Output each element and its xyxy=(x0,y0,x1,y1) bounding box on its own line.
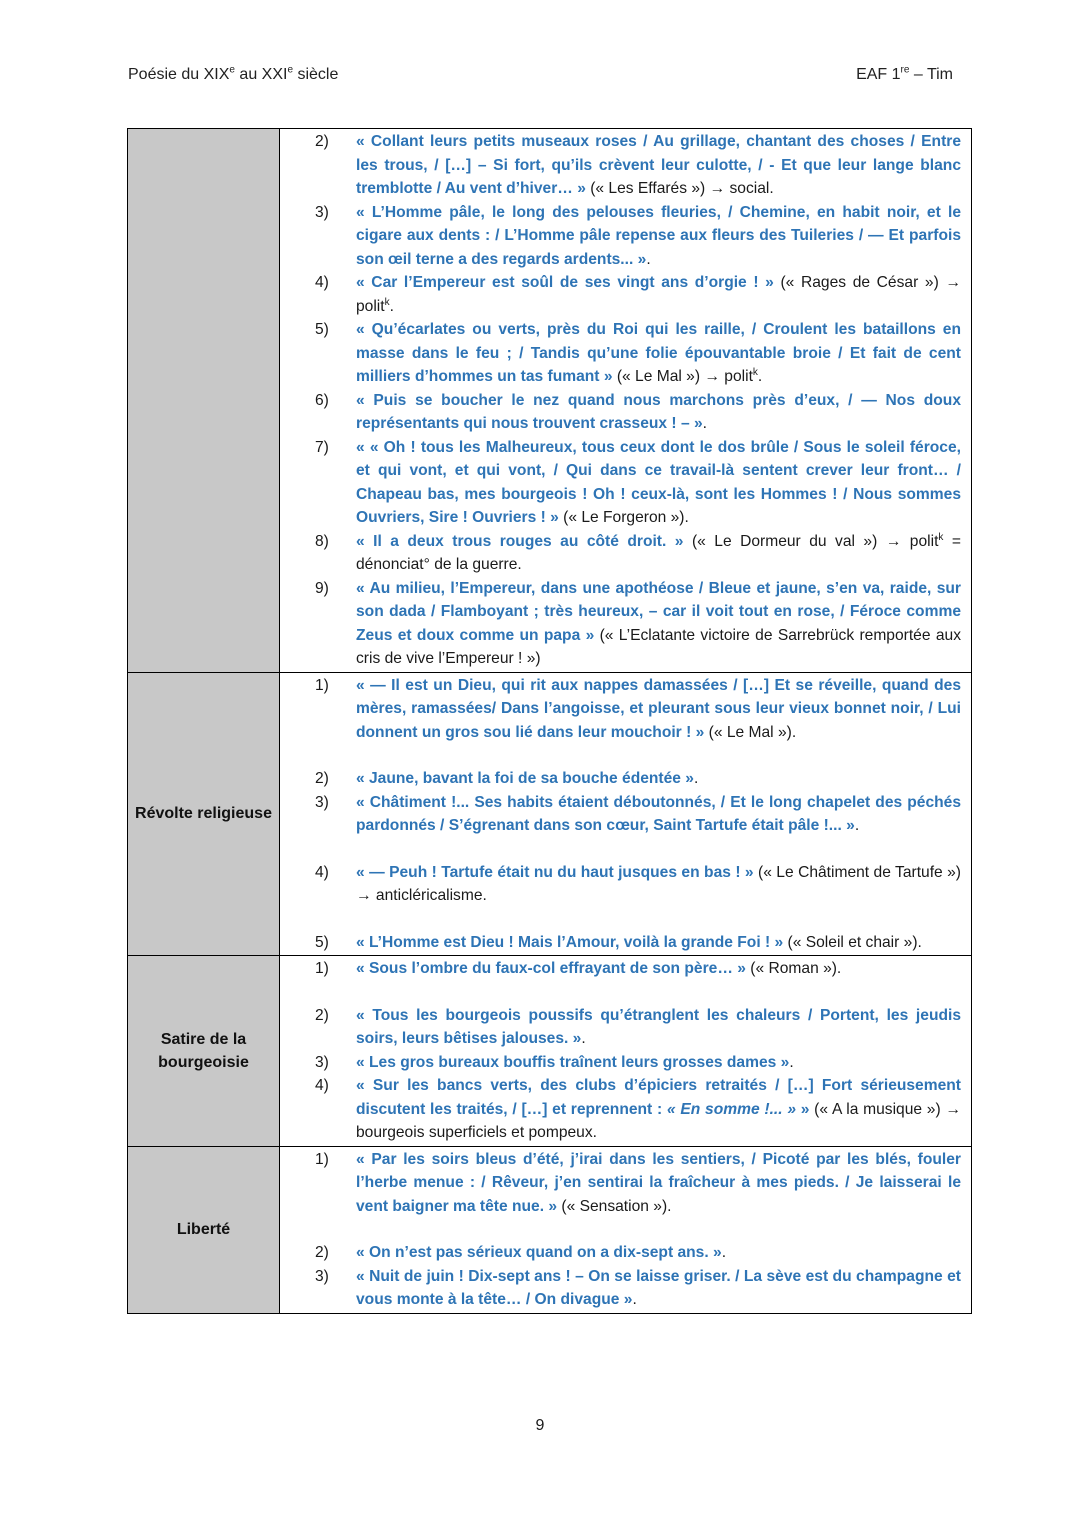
item-number: 9) xyxy=(315,579,329,597)
item-number: 3) xyxy=(315,1267,329,1285)
quote-text: « Au milieu, l’Empereur, dans une apothéose / Bleue et jaune, s’en va, raide, sur son dada / Flamboyant ; très heureux, – car il voit tout en rose, / Féroce comme Zeus et doux comme un papa » xyxy=(356,579,961,644)
item-number: 8) xyxy=(315,532,329,550)
superscript: k xyxy=(384,296,390,308)
item-text xyxy=(356,767,961,791)
item-number: 4) xyxy=(315,863,329,881)
list-item xyxy=(315,271,961,318)
quote-text: « Sur les bancs verts, des clubs d’épiciers retraités / […] Fort sérieusement discutent les traités, / […] et reprennent : xyxy=(356,1077,961,1118)
item-number: 3) xyxy=(315,1053,329,1071)
quote-text: « L’Homme pâle, le long des pelouses fleuries, / Chemine, en habit noir, et le cigare aux dents : / L’Homme pâle repense aux fleurs des Tuileries / — Et parfois son œil terne a des regards ardents... » xyxy=(356,203,961,268)
source-text: (« Rages de César ») → polit xyxy=(356,274,961,315)
list-item xyxy=(315,201,961,272)
item-text xyxy=(356,931,961,955)
source-text: . xyxy=(721,1244,727,1261)
row-content xyxy=(280,129,971,672)
item-text xyxy=(356,530,961,577)
item-text xyxy=(356,791,961,838)
item-number: 4) xyxy=(315,1077,329,1094)
quote-text: « Par les soirs bleus d’été, j’irai dans les sentiers, / Picoté par les blés, fouler l’herbe menue : / Rêveur, j’en sentirai la fraîcheur à mes pieds. / Je laisserai le vent baigner ma tête nue. » xyxy=(356,1150,961,1215)
row-title: Révolte religieuse xyxy=(128,673,280,956)
row-content xyxy=(280,956,971,1146)
item-text xyxy=(356,1051,961,1075)
source-text: . xyxy=(632,1291,637,1308)
list-item xyxy=(315,861,961,908)
item-text xyxy=(356,318,961,389)
item-text xyxy=(356,1241,961,1265)
header-left xyxy=(128,66,338,84)
list-item xyxy=(315,318,961,389)
row-title: Liberté xyxy=(128,1147,280,1313)
quote-text: « Châtiment !... Ses habits étaient déboutonnés, / Et le long chapelet des péchés pardonnés / S’égrenant dans son cœur, Saint Tartufe était pâle !... » xyxy=(356,793,961,834)
quote-text: « Sous l’ombre du faux-col effrayant de son père… » xyxy=(356,960,746,977)
list-item xyxy=(315,577,961,671)
quote-text: « Nuit de juin ! Dix-sept ans ! – On se laisse griser. / La sève est du champagne et vous monte à la tête… / On divague » xyxy=(356,1267,961,1308)
quote-text: « Car l’Empereur est soûl de ses vingt ans d’orgie ! » xyxy=(356,274,774,291)
table-row xyxy=(128,1146,971,1313)
item-text xyxy=(356,436,961,530)
superscript: k xyxy=(938,531,944,543)
source-text: . xyxy=(702,415,707,432)
list-item xyxy=(315,436,961,530)
item-number: 3) xyxy=(315,793,329,811)
superscript: k xyxy=(752,366,758,378)
source-text: (« Le Mal ») → polit xyxy=(612,368,753,385)
quote-text: « Puis se boucher le nez quand nous marchons près d’eux, / — Nos doux représentants qui nous trouvent crasseux ! – » xyxy=(356,391,961,432)
item-text xyxy=(356,577,961,671)
item-number: 5) xyxy=(315,321,329,338)
header-right xyxy=(856,66,953,84)
row-content xyxy=(280,673,971,956)
list-item xyxy=(315,1265,961,1312)
quote-text: « Les gros bureaux bouffis traînent leurs grosses dames » xyxy=(356,1053,790,1071)
item-number: 2) xyxy=(315,770,329,787)
list-item xyxy=(315,931,961,955)
quote-text: « Qu’écarlates ou verts, près du Roi qui les raille, / Croulent les bataillons en masse dans le feu ; / Tandis qu’une folie épouvantable broie / Et fait de cent milliers d’hommes un tas fumant » xyxy=(356,321,961,385)
header-left-sup2: e xyxy=(287,64,294,76)
row-content xyxy=(280,1147,971,1313)
list-item xyxy=(315,1051,961,1075)
source-text: . xyxy=(854,817,860,834)
source-text-end: = dénonciat° de la guerre. xyxy=(356,532,961,573)
source-text: (« Le Dormeur du val ») → polit xyxy=(683,532,939,550)
list-item xyxy=(315,1074,961,1145)
source-text: (« Soleil et chair »). xyxy=(783,933,922,951)
source-text: (« Le Forgeron »). xyxy=(558,509,689,526)
source-text: . xyxy=(646,250,651,268)
item-text xyxy=(356,1074,961,1145)
item-text xyxy=(356,1265,961,1312)
item-number: 4) xyxy=(315,274,329,291)
source-text: . xyxy=(581,1030,586,1047)
row-title: Satire de la bourgeoisie xyxy=(128,956,280,1146)
list-item xyxy=(315,767,961,791)
list-item xyxy=(315,1004,961,1051)
item-text xyxy=(356,271,961,318)
source-text-end: . xyxy=(389,297,394,315)
quote-text: « Jaune, bavant la foi de sa bouche édentée » xyxy=(356,770,694,787)
header-right-post: – Tim xyxy=(909,66,953,83)
item-number: 1) xyxy=(315,960,329,977)
source-text: . xyxy=(789,1053,794,1071)
source-text: (« Les Effarés ») → social. xyxy=(585,180,774,197)
list-item xyxy=(315,130,961,201)
item-number: 1) xyxy=(315,1150,329,1168)
item-text xyxy=(356,1148,961,1219)
item-text xyxy=(356,861,961,908)
source-text: (« L’Eclatante victoire de Sarrebrück remportée aux cris de vive l’Empereur ! ») xyxy=(356,626,961,667)
list-item xyxy=(315,957,961,981)
item-text xyxy=(356,201,961,272)
table-row xyxy=(128,955,971,1146)
item-text xyxy=(356,389,961,436)
header-left-text: Poésie du XIX xyxy=(128,66,230,83)
row-title xyxy=(128,129,280,672)
item-text xyxy=(356,957,961,981)
quote-end: » xyxy=(800,1100,810,1118)
quote-text: « Il a deux trous rouges au côté droit. » xyxy=(356,532,684,550)
item-number: 3) xyxy=(315,203,329,221)
item-number: 1) xyxy=(315,676,329,694)
table-row xyxy=(128,672,971,956)
item-number: 2) xyxy=(315,1244,329,1261)
header-left-sup1: e xyxy=(229,64,235,76)
quote-text: « On n’est pas sérieux quand on a dix-sept ans. » xyxy=(356,1244,722,1261)
quote-text: « « Oh ! tous les Malheureux, tous ceux dont le dos brûle / Sous le soleil féroce, et qui vont, et qui vont, / Qui dans ce travail-là sentent crever leur front… / Chapeau bas, mes bourgeois ! Oh ! ceux-là, sont les Hommes ! / Nous sommes Ouvriers, Sire ! Ouvriers ! » xyxy=(356,438,961,526)
header-left-post: siècle xyxy=(293,66,339,83)
list-item xyxy=(315,389,961,436)
source-text: (« Roman »). xyxy=(745,960,842,977)
header-right-text: EAF 1 xyxy=(856,66,901,83)
list-item xyxy=(315,530,961,577)
quote-text: « — Peuh ! Tartufe était nu du haut jusques en bas ! » xyxy=(356,863,754,881)
table-row xyxy=(128,129,971,672)
source-text: (« A la musique ») → bourgeois superficiels et pompeux. xyxy=(356,1100,962,1141)
item-number: 5) xyxy=(315,933,329,951)
source-text: (« Le Châtiment de Tartufe ») → anticléricalisme. xyxy=(356,863,961,904)
header-right-sup: re xyxy=(900,64,910,76)
item-number: 2) xyxy=(315,1006,329,1024)
source-text: . xyxy=(693,770,699,787)
item-text xyxy=(356,130,961,201)
list-item xyxy=(315,791,961,838)
quote-text: « Collant leurs petits museaux roses / Au grillage, chantant des choses / Entre les trous, / […] – Si fort, qu’ils crèvent leur culotte, / - Et que leur lange blanc tremblotte / Au vent d’hiver… » xyxy=(356,133,961,197)
item-number: 7) xyxy=(315,438,329,456)
list-item xyxy=(315,1241,961,1265)
quote-text: « Tous les bourgeois poussifs qu’étranglent les chaleurs / Portent, les jeudis soirs, leurs bêtises jalouses. » xyxy=(356,1006,961,1047)
themes-table xyxy=(127,128,972,1314)
quote-italic: « En somme !... » xyxy=(666,1100,801,1118)
source-text: (« Le Mal »). xyxy=(704,723,797,741)
quote-text: « L’Homme est Dieu ! Mais l’Amour, voilà la grande Foi ! » xyxy=(356,933,784,951)
item-text xyxy=(356,674,961,745)
page-number: 9 xyxy=(535,1417,545,1434)
item-text xyxy=(356,1004,961,1051)
item-number: 2) xyxy=(315,133,329,150)
source-text: (« Sensation »). xyxy=(557,1197,672,1215)
item-number: 6) xyxy=(315,391,329,409)
source-text-end: . xyxy=(757,368,763,385)
quote-text: « — Il est un Dieu, qui rit aux nappes damassées / […] Et se réveille, quand des mères, ramassées/ Dans l’angoisse, et pleurant sous leur vieux bonnet noir, / Lui donnent un gros sou lié dans leur mouchoir ! » xyxy=(356,676,961,741)
list-item xyxy=(315,674,961,745)
list-item xyxy=(315,1148,961,1219)
header-left-mid: au XXI xyxy=(234,66,288,83)
